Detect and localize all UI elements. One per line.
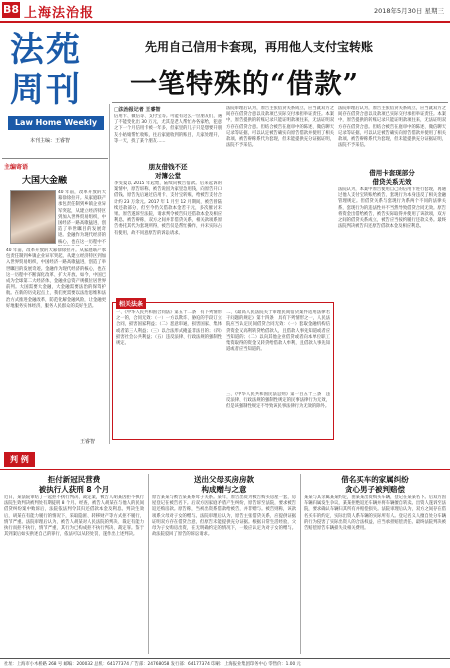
section-subtitle-2: 借贷关系无效 — [372, 178, 412, 186]
case-2-body: 原告某某与被告某某系母子关系。某年，原告出资为被告购买房屋一套，房屋登记在被告名下。后双方因家庭矛盾产生纠纷，原告诉至法院，要求被告返还购房款。原告称，当初出资系借款给被告，并非赠与。被告则称，该款项系父母对子女的赠与。法院审理后认为，原告主张借贷关系，应提供证据证明双方存在借贷合意，但原告未能提供充分证据。根据日常生活经验，父母为子女购房出资，在无明确约定的情况下，一般应认定为对子女的赠与。故法院驳回了原告的诉讼请求。 — [152, 495, 296, 538]
related-statutes-tag: 相关法条 — [116, 298, 146, 309]
feature-lead: 信用卡、微信等、支付宝等。可能有这么一位朋友们，遇了不能变化出 30 万元，尤其是老人帮忙办各家给，犯意之下一个月信用卡被一年多，但家里的儿子只是想要开朋友小姑娘帮忙收账，往后家庭收到的账目，几家处理开，等一天，找了某个朋友…… — [114, 114, 222, 144]
feature-body-left: 李雯夏以 2015 年起始，陆续向被告借款。后来起诉的案情中，原告诉称，被告说因为家里急用钱，向原告开口借钱。原告先后通过信用卡、支付宝转账，给被告支付合计约 23 万余元。2017 年 1 月至 12 月期间，被告曾陆续还款部分，但至今仍欠借款本金若干元，多次催讨未果。原告遂诉至法院，请求判令被告归还借款本金及相应利息。被告辩称，双方之间并非借贷关系，相关款项系原告委托其代为套现所得，被告仅是帮忙操作，并未实际占有使用，故不同意原告的诉讼请求。 — [114, 181, 222, 236]
masthead-english: Law Home Weekly — [8, 116, 104, 130]
footer-info: 社址：上海市小木桥路 268 号 邮编：200032 总机：64177374 广告部：24768058 发行部：64177374 印刷：上海报业集团印务中心 零售价：1.00 元 — [0, 658, 450, 668]
feature-headline: 一笔特殊的“借款” — [130, 69, 360, 100]
host-rule — [2, 158, 108, 159]
feature-body-right: 法院认为，本案中原告使用自己的信用卡进行套现，再通过他人支付宝转账给被告，套现行为本身违反了相关金融管理规定。但借贷关系与套现行为系两个不同的法律关系，套现行为的违法性并不当然导致借贷合同无效。原告将资金出借给被告，被告实际取得并使用了该款项，双方之间的借贷关系成立，被告应当按约履行还款义务。最终法院判决被告归还原告借款本金及相应利息。 — [338, 187, 446, 230]
section-title-1: 朋友借钱不还 — [148, 163, 188, 171]
author-photo — [10, 190, 56, 244]
feature-body-right-top: 法院审理后认为，原告主张借贷关系成立，应当就双方之间存在借贷合意以及款项已实际交付承担举证责任。本案中，原告提供的转账记录只能证明款项往来，无法证明双方存在借贷合意。但结合被告在庭审中的陈述、微信聊天记录等证据，可以认定被告确实向原告借款并使用了相关款项。被告辩称系代为套现，但未能提供充分证据证明，法院不予采信。 — [338, 106, 446, 149]
column-divider — [148, 474, 149, 654]
section-subtitle-1: 对簿公堂 — [155, 172, 181, 180]
case-2-title: 送出父母买房房款 — [194, 475, 254, 484]
judgment-band — [0, 450, 450, 470]
host-column-title: 大国大金融 — [22, 176, 68, 186]
page-number-badge: B8 — [2, 3, 20, 16]
host-body: 40 年前，改革开放的大幕徐徐拉开。从家庭联产承包责任制到乡镇企业异军突起，从建立经济特区到加入世界贸易组织，中国经济一路高歌猛进，创造了举世瞩目的发展奇迹。金融作为现代经济的核心，也在这一历程中不断深化改革、扩大开放。如今，中国已成为全球第二大经济体，金融业总资产规模位居世界前列。大国需要大金融，大金融需要法治的保驾护航。在新的历史起点上，我们更需要以法治思维和法治方式推进金融改革，防范化解金融风险，让金融更好地服务实体经济，服务人民群众的美好生活。 — [6, 248, 106, 309]
feature-body-middle: 法院审理后认为，原告主张借贷关系成立，应当就双方之间存在借贷合意以及款项已实际交付承担举证责任。本案中，原告提供的转账记录只能证明款项往来，无法证明双方存在借贷合意。但结合被告在庭审中的陈述、微信聊天记录等证据，可以认定被告确实向原告借款并使用了相关款项。被告辩称系代为套现，但未能提供充分证据证明，法院不予采信。 — [226, 106, 334, 149]
judgment-tag: 判 例 — [4, 452, 35, 467]
feature-byline: □法治报记者 王睿智 — [114, 107, 161, 113]
feature-subhead: 先用自己信用卡套现，再用他人支付宝转账 — [145, 40, 374, 54]
case-1-body: 近日，某法院审结了一起拒不执行判决、裁定案，被告人胡某因拒不执行法院生效判决被判处有期徒刑 8 个月。经查，被告人胡某在与他人的民间借贷纠纷案中败诉后，法院依法判令其归还借款本金及利息。判决生效后，胡某在有能力履行的情况下，采取隐匿、转移财产等方式拒不履行，情节严重。法院审理后认为，被告人胡某对人民法院的判决、裁定有能力执行而拒不执行，情节严重，其行为已构成拒不执行判决、裁定罪。鉴于其到案后如实供述自己的罪行，依法可以从轻处罚，遂作出上述判决。 — [4, 495, 144, 538]
masthead-title: 法苑 周刊 — [10, 30, 82, 110]
issue-date: 2018年5月30日 星期三 — [373, 7, 444, 15]
host-body-top: 40 年前，改革开放的大幕徐徐拉开。从家庭联产承包责任制到乡镇企业异军突起，从建立经济特区到加入世界贸易组织，中国经济一路高歌猛进，创造了举世瞩目的发展奇迹。金融作为现代经济的核心，也在这一历程中不 — [58, 190, 106, 245]
headline-rule — [112, 102, 448, 103]
case-3-subtitle: 贪心男子被判赔偿 — [345, 485, 405, 494]
statute-item: 二、《最高人民法院关于审理民间借贷案件适用法律若干问题的规定》第十四条 具有下列情形之一，人民法院应当认定民间借贷合同无效：（一）套取金融机构信贷资金又高利转贷给借款人，且借款人事先知道或者应当知道的；（二）以向其他企业借贷或者向本单位职工集资取得的资金又转贷给借款人牟利，且借款人事先知道或者应当知道的。 — [226, 310, 330, 353]
case-2-subtitle: 构成赠与之意 — [201, 485, 247, 494]
header-rule — [0, 21, 450, 23]
editor-credit: 本刊主编：王睿智 — [30, 138, 71, 144]
statute-item: 一、《中华人民共和国合同法》第五十二条 有下列情形之一的，合同无效：（一）一方以欺诈、胁迫的手段订立合同，损害国家利益；（二）恶意串通，损害国家、集体或者第三人利益；（三）以合法形式掩盖非法目的；（四）损害社会公共利益；（五）违反法律、行政法规的强制性规定。 — [116, 310, 222, 347]
column-divider — [109, 104, 110, 444]
case-1-title: 拒付新冠民营费 — [47, 475, 101, 484]
case-3-body: 某某与其亲属某某约定，由某某出资购买车辆，登记在某某名下。后双方因车辆归属发生争议，某某拒绝返还车辆并将车辆擅自转卖。出资人遂诉至法院，要求确认车辆归其所有并赔偿损失。法院审理后认为，双方之间存在借名买车的约定，实际出资人系车辆的实际所有人。登记名义人擅自处分车辆的行为侵害了实际出资人的合法权益，应当承担赔偿责任。最终法院判决被告赔偿原告车辆损失及相关费用。 — [304, 495, 446, 532]
host-signature: 王睿智 — [80, 439, 96, 445]
section-title-2: 借用卡套现部分 — [369, 169, 415, 177]
column-divider — [300, 474, 301, 654]
case-3-title: 借名买车的家属纠纷 — [341, 475, 409, 484]
case-1-subtitle: 被执行人获刑 8 个月 — [38, 485, 110, 494]
host-column-tag: 主编寄语 — [4, 164, 29, 171]
newspaper-name: 上海法治报 — [24, 6, 95, 21]
statute-item: 三、《中华人民共和国民法总则》第一百五十三条 违反法律、行政法规的强制性规定的民事法律行为无效，但是该强制性规定不导致该民事法律行为无效的除外。 — [226, 392, 330, 410]
